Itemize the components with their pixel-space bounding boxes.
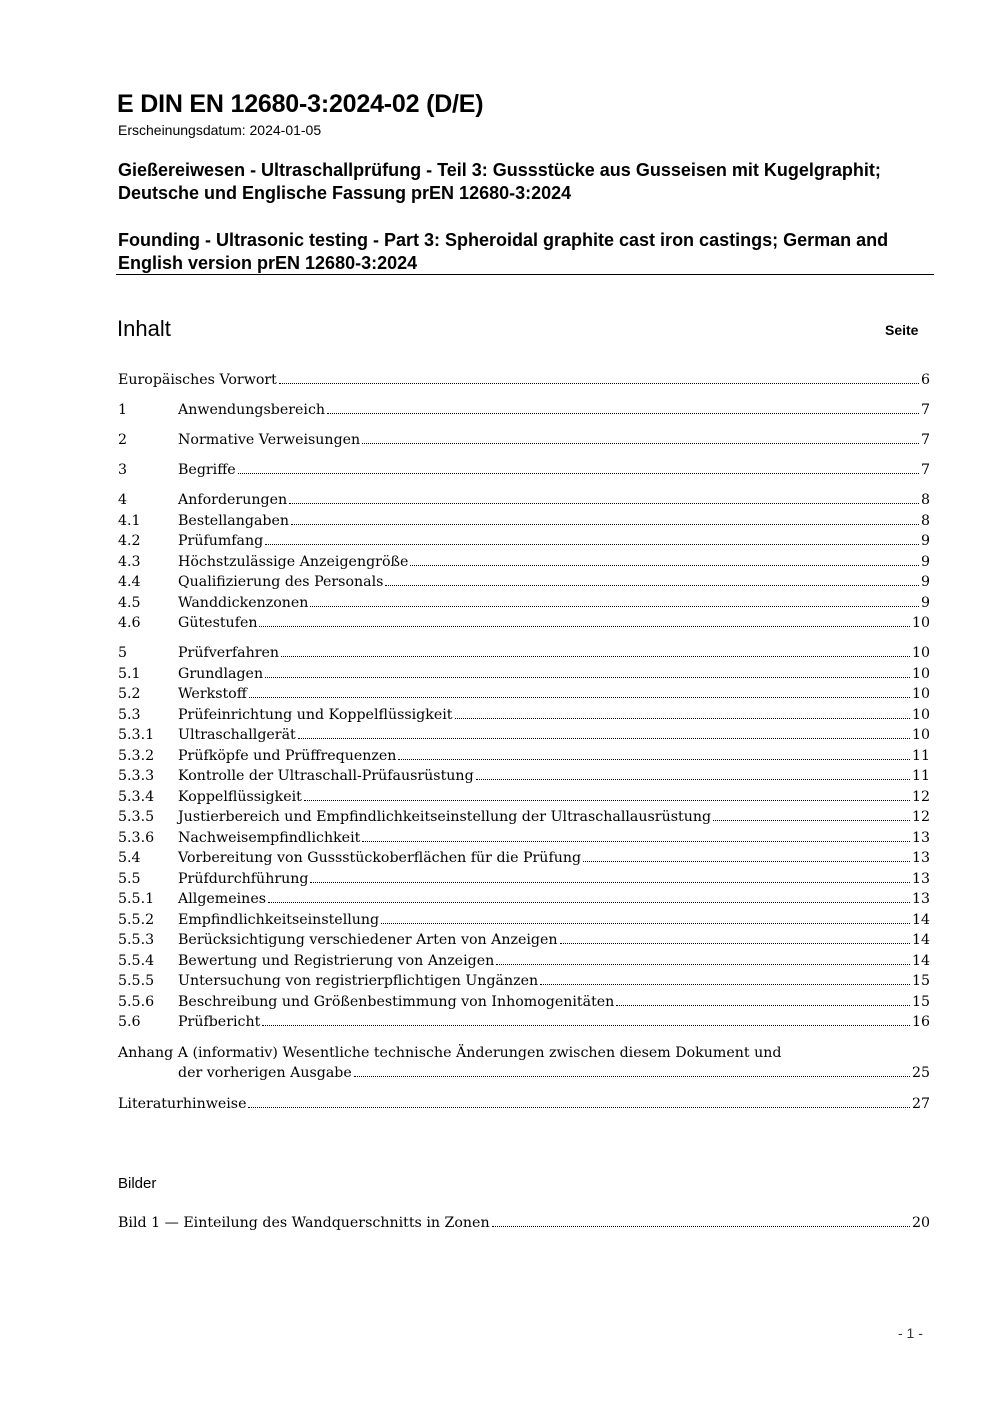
toc-entry-number: 5.4: [118, 850, 141, 866]
toc-entry-number: 5.1: [118, 665, 141, 682]
dot-leader: [616, 1005, 910, 1006]
toc-entry-page: 15: [911, 973, 930, 989]
toc-entry-label: Anforderungen: [178, 492, 288, 508]
toc-entry-number: 5.3.3: [118, 768, 155, 784]
toc-entry-page: 10: [911, 686, 930, 702]
toc-entry-label: Nachweisempfindlichkeit: [178, 829, 361, 846]
toc-entry-page: 9: [920, 594, 930, 611]
toc-entry[interactable]: [118, 848, 930, 869]
toc-entry[interactable]: [118, 992, 930, 1013]
toc-entry-number: 4.3: [118, 553, 141, 570]
toc-entry-label: Prüfdurchführung: [178, 870, 309, 887]
toc-entry-page: 11: [911, 747, 930, 764]
toc-entry-number: 1: [118, 402, 128, 418]
toc-entry[interactable]: [118, 684, 930, 705]
toc-entry-page: 25: [911, 1065, 930, 1081]
toc-entry[interactable]: [118, 613, 930, 634]
toc-entry-label: Berücksichtigung verschiedener Arten von Anzeigen: [178, 932, 558, 948]
toc-entry-page: 7: [920, 462, 930, 478]
toc-entry-number: 4.5: [118, 594, 141, 611]
toc-entry-number: 4.2: [118, 533, 141, 549]
toc-entry-label: Bestellangaben: [178, 512, 290, 529]
title-english: Founding - Ultrasonic testing - Part 3: Spheroidal graphite cast iron castings; German and English version prEN 12680-3:2024: [118, 230, 889, 273]
toc-entry[interactable]: [118, 593, 930, 614]
toc-entry-page: 13: [911, 891, 930, 907]
toc-entry-label: Wanddickenzonen: [178, 594, 309, 611]
toc-entry[interactable]: [118, 951, 930, 972]
toc-entry-number: 5.3.1: [118, 727, 155, 743]
dot-leader: [291, 524, 919, 525]
toc-entry-number: 5: [118, 645, 128, 661]
toc-entry-page: 10: [911, 665, 930, 682]
dot-leader: [262, 1025, 910, 1026]
toc-entry[interactable]: [118, 930, 930, 951]
toc-entry-page: 8: [920, 512, 930, 529]
toc-entry-number: 2: [118, 432, 128, 448]
toc-entry-page: 9: [920, 574, 930, 590]
toc-entry-label: Bewertung und Registrierung von Anzeigen: [178, 952, 495, 969]
toc-entry-page: 9: [920, 533, 930, 549]
toc-entry-label: Europäisches Vorwort: [118, 372, 277, 388]
toc-entry-number: 5.5: [118, 870, 141, 887]
dot-leader: [279, 383, 919, 384]
toc-entry-page: 13: [911, 829, 930, 846]
dot-leader: [310, 606, 919, 607]
dot-leader: [540, 984, 910, 985]
toc-entry[interactable]: [118, 889, 930, 910]
document-number: E DIN EN 12680-3:2024-02 (D/E): [117, 90, 484, 118]
toc-entry-label: Qualifizierung des Personals: [178, 574, 384, 590]
toc-entry-label: Empfindlichkeitseinstellung: [178, 911, 380, 928]
toc-entry-number: 5.6: [118, 1014, 141, 1030]
figure-entry[interactable]: [118, 1213, 930, 1234]
toc-entry-page: 8: [920, 492, 930, 508]
toc-entry-label: Justierbereich und Empfindlichkeitseinstellung der Ultraschallausrüstung: [178, 809, 712, 825]
dot-leader: [268, 902, 910, 903]
publication-date: Erscheinungsdatum: 2024-01-05: [118, 122, 322, 138]
toc-entry[interactable]: [118, 746, 930, 767]
toc-entry-label: Untersuchung von registrierpflichtigen Ungänzen: [178, 973, 539, 989]
toc-entry[interactable]: [118, 370, 930, 391]
toc-entry[interactable]: [118, 552, 930, 573]
toc-entry-label: Werkstoff: [178, 686, 247, 702]
toc-entry[interactable]: [118, 400, 930, 421]
toc-entry[interactable]: [118, 1012, 930, 1033]
toc-entry-label: Begriffe: [178, 462, 236, 478]
toc-entry-label: Koppelflüssigkeit: [178, 788, 302, 805]
toc-entry-page: 10: [911, 615, 930, 631]
dot-leader: [304, 800, 910, 801]
toc-entry-page: 27: [911, 1095, 930, 1112]
dot-leader: [281, 656, 910, 657]
toc-heading: Inhalt: [117, 316, 171, 341]
toc-entry[interactable]: [118, 807, 930, 828]
toc-entry-number: 5.3.5: [118, 809, 155, 825]
toc-entry-page: 14: [911, 911, 930, 928]
title-german: Gießereiwesen - Ultraschallprüfung - Teil 3: Gussstücke aus Gusseisen mit Kugelgraphit; Deutsche und Englische Fassung prEN 12680-3:2024: [118, 160, 881, 203]
toc-entry[interactable]: [118, 766, 930, 787]
figure-entry-page: 20: [911, 1215, 930, 1231]
toc-entry[interactable]: [118, 787, 930, 808]
toc-entry-label: Grundlagen: [178, 665, 264, 682]
dot-leader: [259, 626, 909, 627]
page-number: - 1 -: [898, 1325, 923, 1341]
toc-entry[interactable]: [118, 971, 930, 992]
toc-entry-number: 5.3.4: [118, 788, 155, 805]
annex-title-line1: Anhang A (informativ) Wesentliche technische Änderungen zwischen diesem Dokument und: [118, 1044, 782, 1061]
dot-leader: [455, 718, 910, 719]
toc-entry[interactable]: [118, 910, 930, 931]
toc-entry-label: Literaturhinweise: [118, 1095, 247, 1112]
toc-entry-page: 9: [920, 553, 930, 570]
toc-entry-annex[interactable]: [118, 1043, 930, 1084]
toc-entry[interactable]: [118, 869, 930, 890]
toc-entry-page: 12: [911, 788, 930, 805]
toc-entry-label: Anwendungsbereich: [178, 402, 326, 418]
toc-entry[interactable]: [118, 460, 930, 481]
dot-leader: [362, 841, 910, 842]
toc-entry-number: 5.5.3: [118, 932, 155, 948]
toc-entry-label: Beschreibung und Größenbestimmung von Inhomogenitäten: [178, 993, 615, 1010]
toc-entry[interactable]: [118, 511, 930, 532]
toc-entry[interactable]: [118, 531, 930, 552]
toc-entry-label: Prüfeinrichtung und Koppelflüssigkeit: [178, 706, 453, 723]
dot-leader: [476, 779, 910, 780]
toc-entry-label: Prüfbericht: [178, 1014, 261, 1030]
toc-entry-page: 16: [911, 1014, 930, 1030]
toc-entry-number: 5.5.4: [118, 952, 155, 969]
dot-leader: [362, 443, 919, 444]
toc-entry-label: Gütestufen: [178, 615, 258, 631]
toc-entry-page: 13: [911, 850, 930, 866]
toc-entry-number: 5.5.2: [118, 911, 155, 928]
toc-entry-label: Prüfköpfe und Prüffrequenzen: [178, 747, 397, 764]
dot-leader: [496, 964, 910, 965]
dot-leader: [492, 1226, 910, 1227]
toc-entry[interactable]: [118, 643, 930, 664]
toc-entry[interactable]: [118, 664, 930, 685]
page-column-label: Seite: [885, 322, 919, 338]
annex-title-line2: der vorherigen Ausgabe: [178, 1065, 352, 1081]
toc-entry[interactable]: [118, 725, 930, 746]
toc-entry-label: Normative Verweisungen: [178, 432, 361, 448]
dot-leader: [298, 738, 910, 739]
toc-entry-page: 11: [911, 768, 930, 784]
dot-leader: [248, 1107, 909, 1108]
dot-leader: [238, 473, 919, 474]
dot-leader: [327, 413, 919, 414]
toc-entry-page: 14: [911, 952, 930, 969]
figures-heading: Bilder: [118, 1175, 157, 1192]
toc-entry-page: 10: [911, 706, 930, 723]
dot-leader: [310, 882, 909, 883]
toc-entry-number: 5.5.6: [118, 993, 155, 1010]
toc-entry-page: 12: [911, 809, 930, 825]
list-of-figures: [118, 1213, 930, 1234]
toc-entry-page: 7: [920, 432, 930, 448]
toc-entry[interactable]: [118, 705, 930, 726]
toc-entry-label: Prüfumfang: [178, 533, 264, 549]
toc-entry-page: 15: [911, 993, 930, 1010]
toc-entry-label: Allgemeines: [178, 891, 266, 907]
toc-entry-label: Prüfverfahren: [178, 645, 280, 661]
toc-entry[interactable]: [118, 430, 930, 451]
dot-leader: [289, 503, 919, 504]
toc-entry-number: 4.6: [118, 615, 141, 631]
header-rule: [116, 274, 934, 275]
toc-entry-page: 10: [911, 645, 930, 661]
toc-entry-number: 5.5.5: [118, 973, 155, 989]
toc-entry-bibliography[interactable]: [118, 1094, 930, 1115]
dot-leader: [713, 820, 910, 821]
dot-leader: [381, 923, 910, 924]
toc-entry[interactable]: [118, 572, 930, 593]
dot-leader: [583, 861, 910, 862]
dot-leader: [398, 759, 909, 760]
toc-entry-page: 10: [911, 727, 930, 743]
toc-entry-number: 4.4: [118, 574, 141, 590]
toc-entry-label: Vorbereitung von Gussstückoberflächen für die Prüfung: [178, 850, 582, 866]
toc-entry-page: 13: [911, 870, 930, 887]
toc-entry-label: Kontrolle der Ultraschall-Prüfausrüstung: [178, 768, 474, 784]
toc-entry-number: 5.3: [118, 706, 141, 723]
toc-entry[interactable]: [118, 828, 930, 849]
toc-entry-number: 5.5.1: [118, 891, 155, 907]
table-of-contents: [118, 370, 930, 1114]
toc-entry-number: 4.1: [118, 512, 141, 529]
toc-entry-label: Ultraschallgerät: [178, 727, 296, 743]
toc-entry-number: 5.3.2: [118, 747, 155, 764]
toc-entry[interactable]: [118, 490, 930, 511]
toc-entry-number: 5.3.6: [118, 829, 155, 846]
toc-entry-label: Höchstzulässige Anzeigengröße: [178, 553, 409, 570]
toc-entry-number: 3: [118, 462, 128, 478]
toc-entry-page: 14: [911, 932, 930, 948]
toc-entry-number: 4: [118, 492, 128, 508]
figure-entry-label: Bild 1 — Einteilung des Wandquerschnitts in Zonen: [118, 1215, 490, 1231]
toc-entry-number: 5.2: [118, 686, 141, 702]
dot-leader: [560, 943, 910, 944]
toc-entry-page: 7: [920, 402, 930, 418]
dot-leader: [265, 544, 919, 545]
toc-entry-page: 6: [920, 372, 930, 388]
dot-leader: [385, 585, 919, 586]
dot-leader: [410, 565, 919, 566]
dot-leader: [354, 1076, 910, 1077]
dot-leader: [265, 677, 910, 678]
dot-leader: [249, 697, 910, 698]
